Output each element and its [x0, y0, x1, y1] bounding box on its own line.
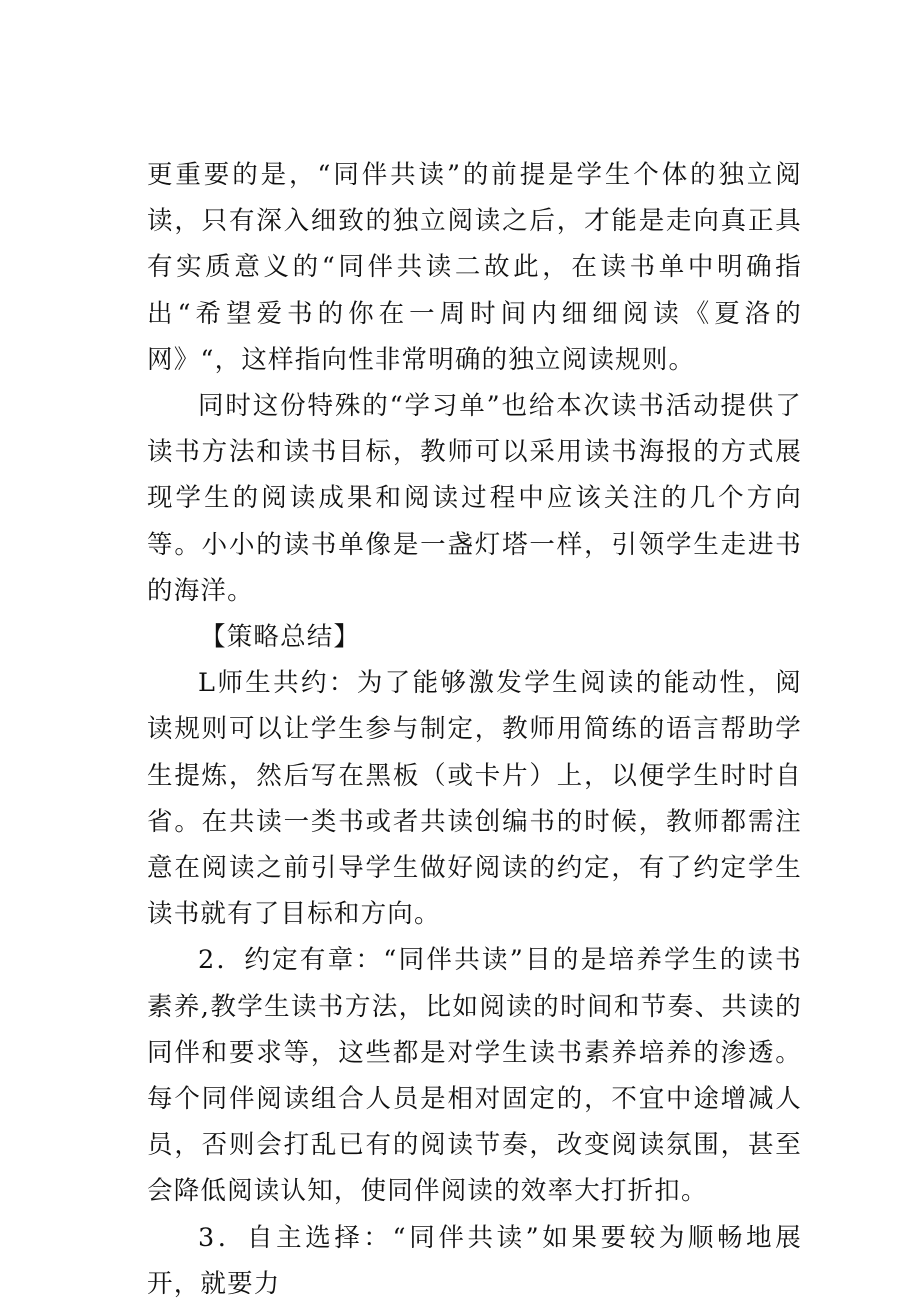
- strategy-item-self-selection: 3．自主选择：“同伴共读”如果要较为顺畅地展开，就要力: [147, 1222, 802, 1299]
- paragraph-study-sheet: 同时这份特殊的“学习单”也给本次读书活动提供了读书方法和读书目标，教师可以采用读书海报的方式展现学生的阅读成果和阅读过程中应该关注的几个方向等。小小的读书单像是一盏灯塔一样，引领学生走进书的海洋。: [147, 391, 802, 606]
- strategy-item-teacher-student-agreement: L师生共约：为了能够激发学生阅读的能动性，阅读规则可以让学生参与制定，教师用简练的语言帮助学生提炼，然后写在黑板（或卡片）上，以便学生时时自省。在共读一类书或者共读创编书的时候，教师都需注意在阅读之前引导学生做好阅读的约定，有了约定学生读书就有了目标和方向。: [147, 668, 802, 930]
- section-heading-strategy-summary: 【策略总结】: [200, 622, 361, 653]
- strategy-item-rules-with-structure: 2．约定有章：“同伴共读”目的是培养学生的读书素养,教学生读书方法，比如阅读的时间和节奏、共读的同伴和要求等，这些都是对学生读书素养培养的渗透。每个同伴阅读组合人员是相对固定的，不宜中途增减人员，否则会打乱已有的阅读节奏，改变阅读氛围，甚至会降低阅读认知，使同伴阅读的效率大打折扣。: [147, 945, 802, 1207]
- paragraph-independent-reading: 更重要的是，“同伴共读”的前提是学生个体的独立阅读，只有深入细致的独立阅读之后，才能是走向真正具有实质意义的“同伴共读二故此，在读书单中明确指出“希望爱书的你在一周时间内细细阅读《夏洛的网》“，这样指向性非常明确的独立阅读规则。: [147, 160, 802, 375]
- document-body: [147, 152, 802, 1307]
